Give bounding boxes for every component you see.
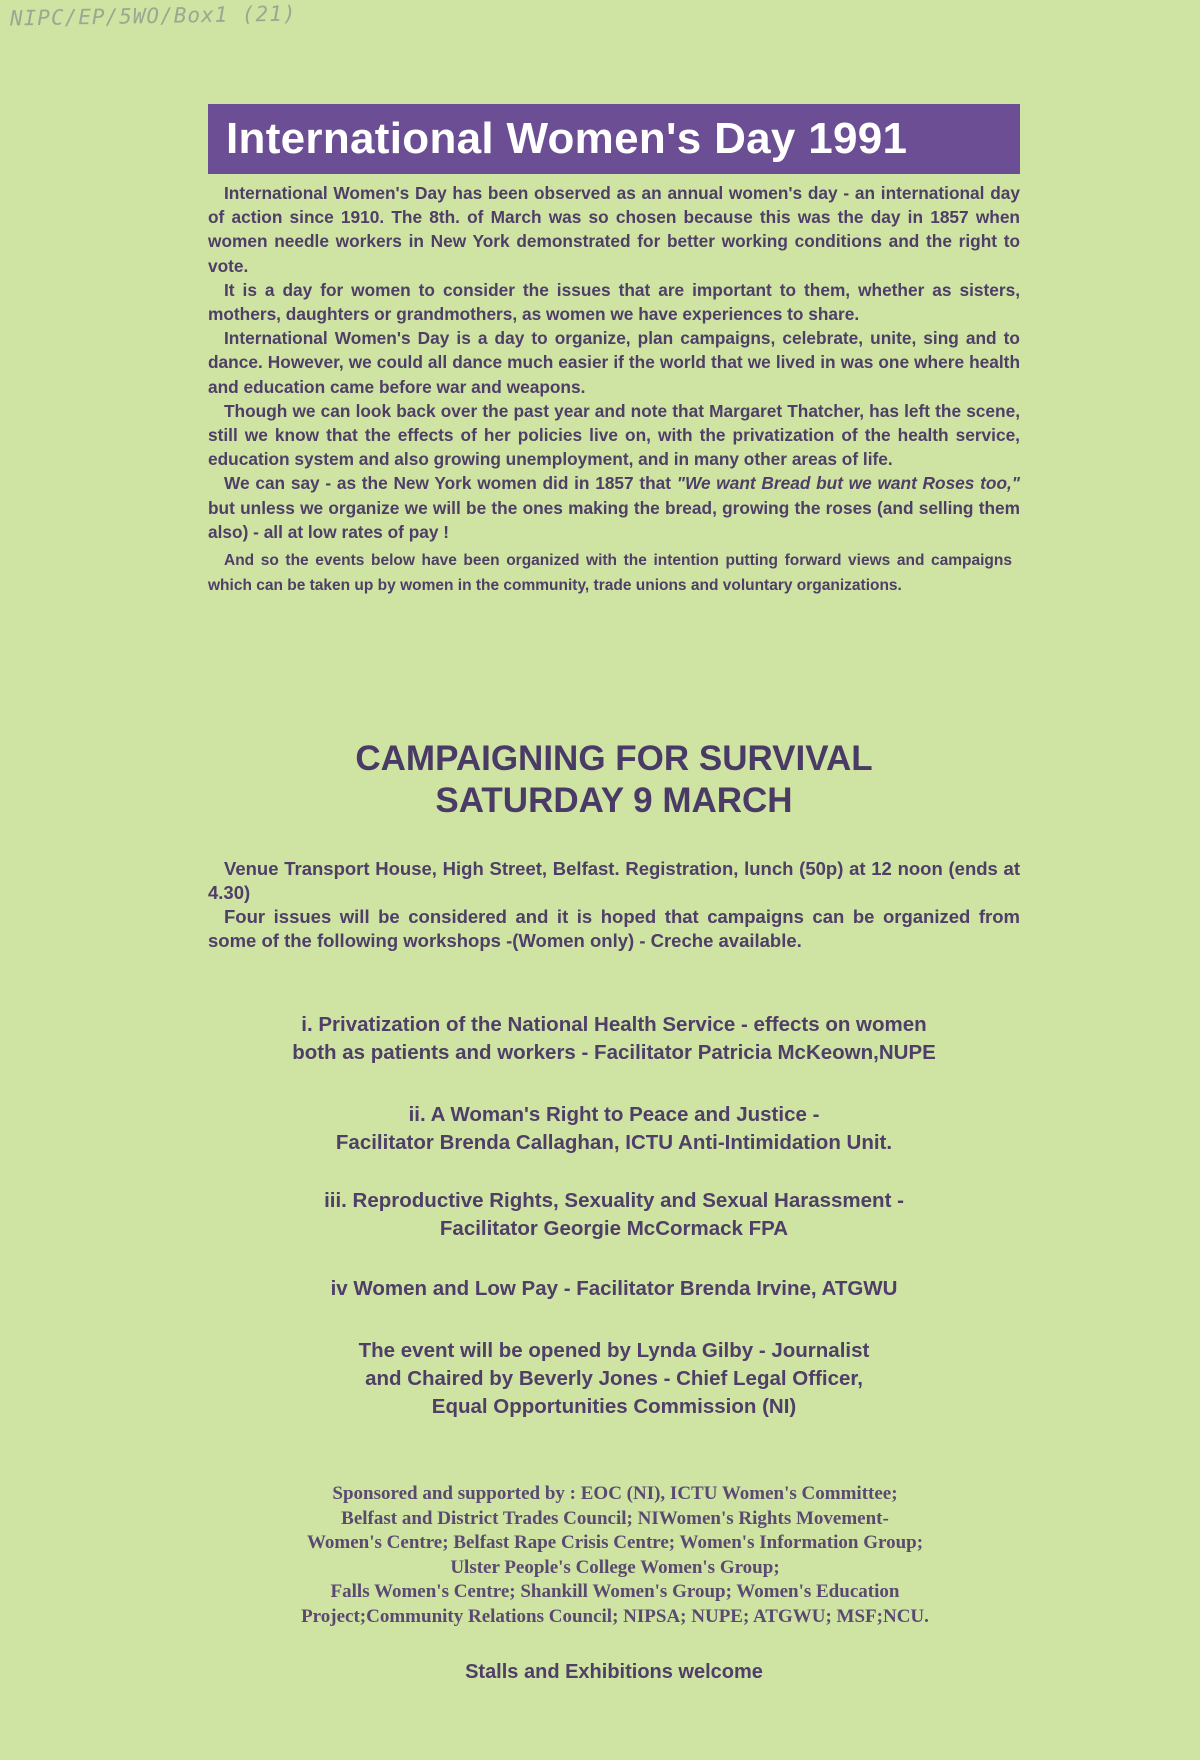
venue-paragraph: Venue Transport House, High Street, Belfast. Registration, lunch (50p) at 12 noon (ends at 4.30) xyxy=(208,858,1020,903)
event-title: CAMPAIGNING FOR SURVIVAL xyxy=(355,739,873,778)
event-date: SATURDAY 9 MARCH xyxy=(435,781,793,820)
bread-roses-quote: "We want Bread but we want Roses too," xyxy=(676,473,1020,494)
intro-text xyxy=(208,181,1020,598)
workshop-item xyxy=(208,1011,1020,1067)
opening-line: The event will be opened by Lynda Gilby - Journalist xyxy=(358,1339,870,1362)
workshop-line: Facilitator Brenda Callaghan, ICTU Anti-Intimidation Unit. xyxy=(335,1131,893,1154)
opening-remarks xyxy=(208,1337,1020,1421)
workshop-line: i. Privatization of the National Health Service - effects on women xyxy=(301,1013,927,1036)
quote-tail: but unless we organize we will be the ones making the bread, growing the roses (and selling them also) - all at low rates of pay ! xyxy=(208,497,1020,542)
intro-paragraph: Though we can look back over the past year and note that Margaret Thatcher, has left the scene, still we know that the effects of her policies live on, with the privatization of the health service, education system and also growing unemployment, and in many other areas of life. xyxy=(208,400,1020,470)
stalls-note: Stalls and Exhibitions welcome xyxy=(465,1661,763,1683)
sponsor-line: Ulster People's College Women's Group; xyxy=(450,1556,780,1578)
workshop-line: Facilitator Georgie McCormack FPA xyxy=(439,1217,789,1240)
workshop-item xyxy=(208,1101,1020,1157)
workshop-item xyxy=(208,1275,1020,1303)
intro-paragraph: International Women's Day is a day to organize, plan campaigns, celebrate, unite, sing and to dance. However, we could all dance much easier if the world that we lived in was one where health and education came before war and weapons. xyxy=(208,328,1020,397)
sponsor-line: Women's Centre; Belfast Rape Crisis Centre; Women's Information Group; xyxy=(306,1532,924,1553)
opening-line: and Chaired by Beverly Jones - Chief Legal Officer, xyxy=(365,1367,863,1390)
intro-paragraph: It is a day for women to consider the issues that are important to them, whether as sisters, mothers, daughters or grandmothers, as women we have experiences to share. xyxy=(208,279,1020,325)
intro-paragraph: International Women's Day has been observed as an annual women's day - an international day of action since 1910. The 8th. of March was so chosen because this was the day in 1857 when women needle workers in New York demonstrated for better working conditions and the right to vote. xyxy=(208,183,1020,276)
opening-line: Equal Opportunities Commission (NI) xyxy=(431,1395,797,1418)
title-banner xyxy=(208,104,1020,174)
archive-reference: NIPC/EP/5WO/Box1 (21) xyxy=(9,1,297,31)
workshop-item xyxy=(208,1187,1020,1243)
page-title: International Women's Day 1991 xyxy=(226,114,908,163)
intro-paragraph: And so the events below have been organized with the intention putting forward views and campaigns which can be taken up by women in the community, trade unions and voluntary organizations. xyxy=(208,552,1012,595)
workshop-line: iv Women and Low Pay - Facilitator Brenda Irvine, ATGWU xyxy=(330,1277,898,1300)
workshop-line: iii. Reproductive Rights, Sexuality and Sexual Harassment - xyxy=(324,1189,904,1212)
sponsor-line: Project;Community Relations Council; NIPSA; NUPE; ATGWU; MSF;NCU. xyxy=(301,1605,929,1627)
workshop-line: both as patients and workers - Facilitator Patricia McKeown,NUPE xyxy=(292,1041,936,1064)
issues-paragraph: Four issues will be considered and it is hoped that campaigns can be organized from some of the following workshops -(Women only) - Creche available. xyxy=(208,906,1020,951)
sponsor-line: Sponsored and supported by : EOC (NI), ICTU Women's Committee; xyxy=(332,1483,898,1504)
sponsors-list xyxy=(200,1482,1030,1629)
event-heading xyxy=(208,738,1020,822)
intro-paragraph xyxy=(208,471,1020,544)
sponsor-line: Falls Women's Centre; Shankill Women's Group; Women's Education xyxy=(330,1581,900,1602)
quote-lead: We can say - as the New York women did in 1857 that xyxy=(224,473,677,494)
sponsor-line: Belfast and District Trades Council; NIWomen's Rights Movement- xyxy=(341,1507,889,1529)
workshop-line: ii. A Woman's Right to Peace and Justice - xyxy=(408,1103,820,1126)
venue-details xyxy=(208,857,1020,953)
